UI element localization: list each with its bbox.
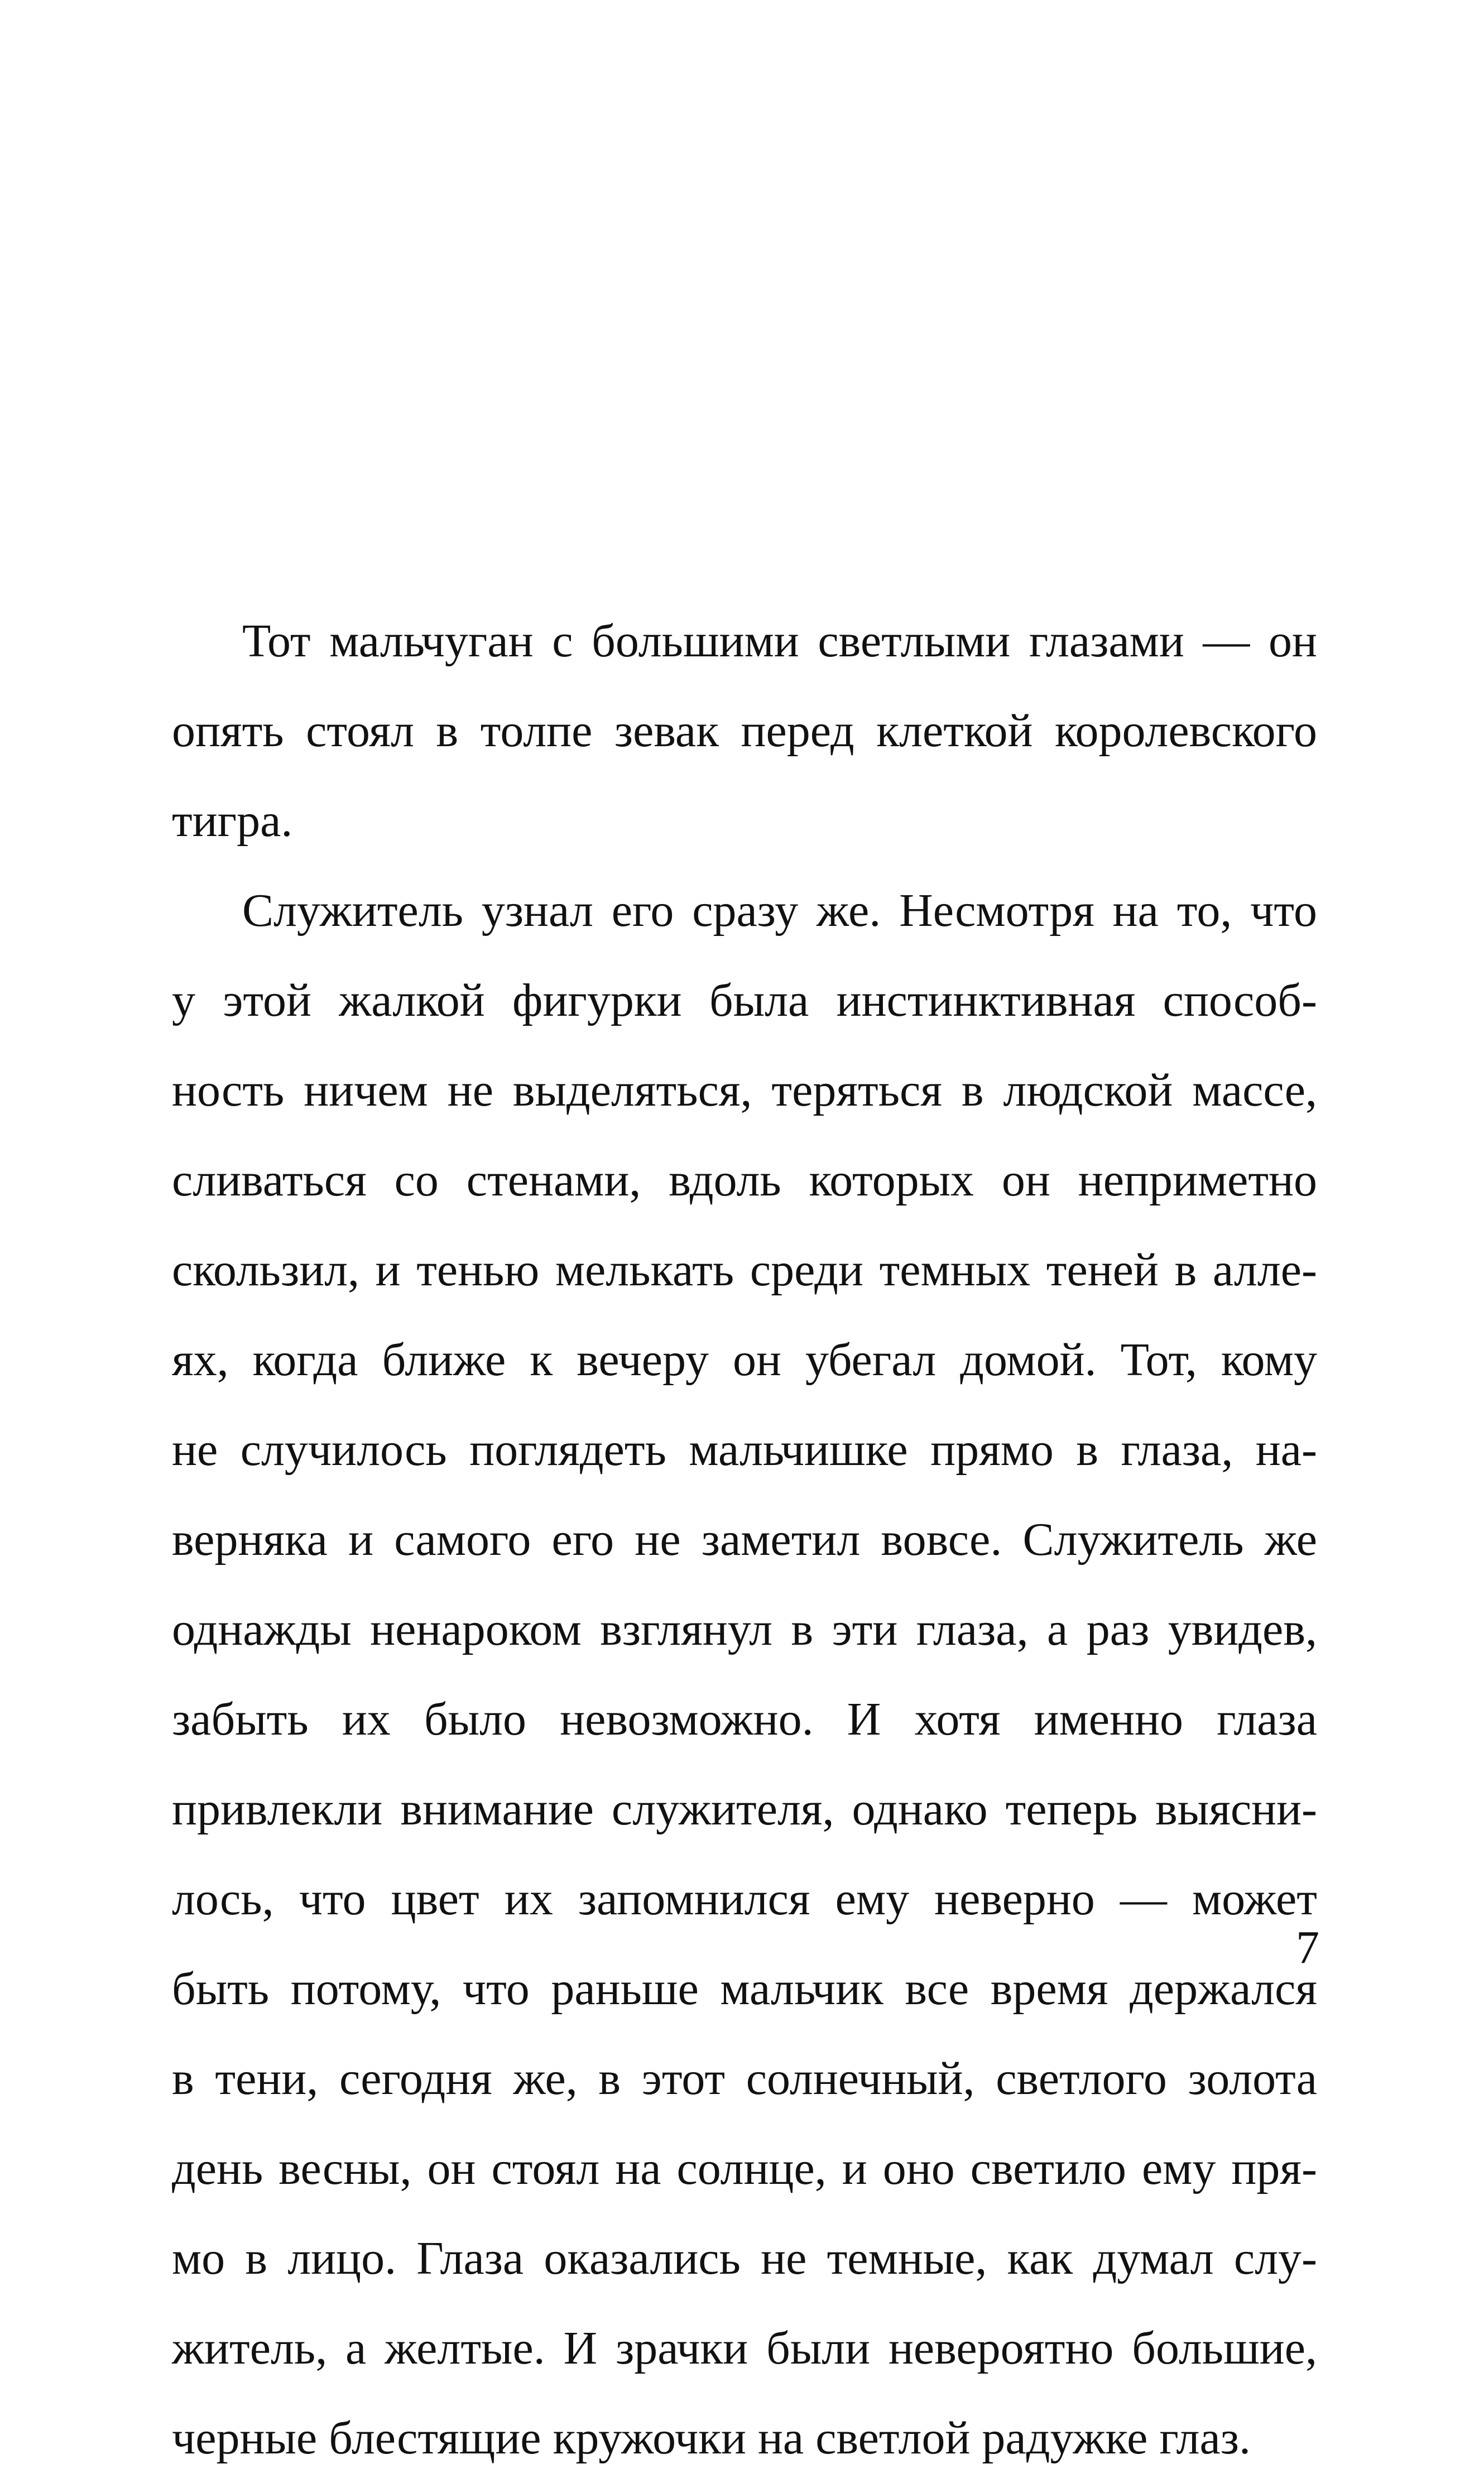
text-line: сливаться со стенами, вдоль которых он неприметно (172, 1154, 1317, 1206)
text-line: не случилось поглядеть мальчишке прямо в глаза, на- (172, 1424, 1317, 1476)
page-number: 7 (1296, 1922, 1319, 1973)
text-line: ность ничем не выделяться, теряться в людской массе, (172, 1064, 1317, 1116)
text-line: у этой жалкой фигурки была инстинктивная способ- (172, 974, 1317, 1026)
text-line: привлекли внимание служителя, однако теперь выясни- (172, 1783, 1317, 1835)
text-line: мо в лицо. Глаза оказались не темные, как думал слу- (172, 2232, 1317, 2284)
text-line: ях, когда ближе к вечеру он убегал домой. Тот, кому (172, 1334, 1317, 1386)
text-line: тигра. (172, 795, 293, 847)
text-line: быть потому, что раньше мальчик все время держался (172, 1963, 1317, 2015)
text-line: скользил, и тенью мелькать среди темных теней в алле- (172, 1244, 1317, 1296)
text-line: однажды ненароком взглянул в эти глаза, а раз увидев, (172, 1603, 1317, 1655)
text-line: верняка и самого его не заметил вовсе. Служитель же (172, 1514, 1317, 1565)
paragraph (172, 596, 1317, 866)
text-line: день весны, он стоял на солнце, и оно светило ему пря- (172, 2143, 1317, 2194)
text-line: житель, а желтые. И зрачки были невероятно большие, (172, 2322, 1317, 2374)
text-line: в тени, сегодня же, в этот солнечный, светлого золота (172, 2053, 1317, 2105)
text-line: черные блестящие кружочки на светлой радужке глаз. (172, 2412, 1251, 2464)
text-line: лось, что цвет их запомнился ему неверно — может (172, 1873, 1317, 1925)
paragraph (172, 866, 1317, 2483)
text-line: опять стоял в толпе зевак перед клеткой королевского (172, 705, 1317, 757)
text-line: Тот мальчуган с большими светлыми глазами — он (242, 615, 1317, 667)
text-line: забыть их было невозможно. И хотя именно глаза (172, 1693, 1317, 1745)
text-line: Служитель узнал его сразу же. Несмотря на то, что (242, 885, 1317, 936)
body-text (172, 596, 1317, 2483)
